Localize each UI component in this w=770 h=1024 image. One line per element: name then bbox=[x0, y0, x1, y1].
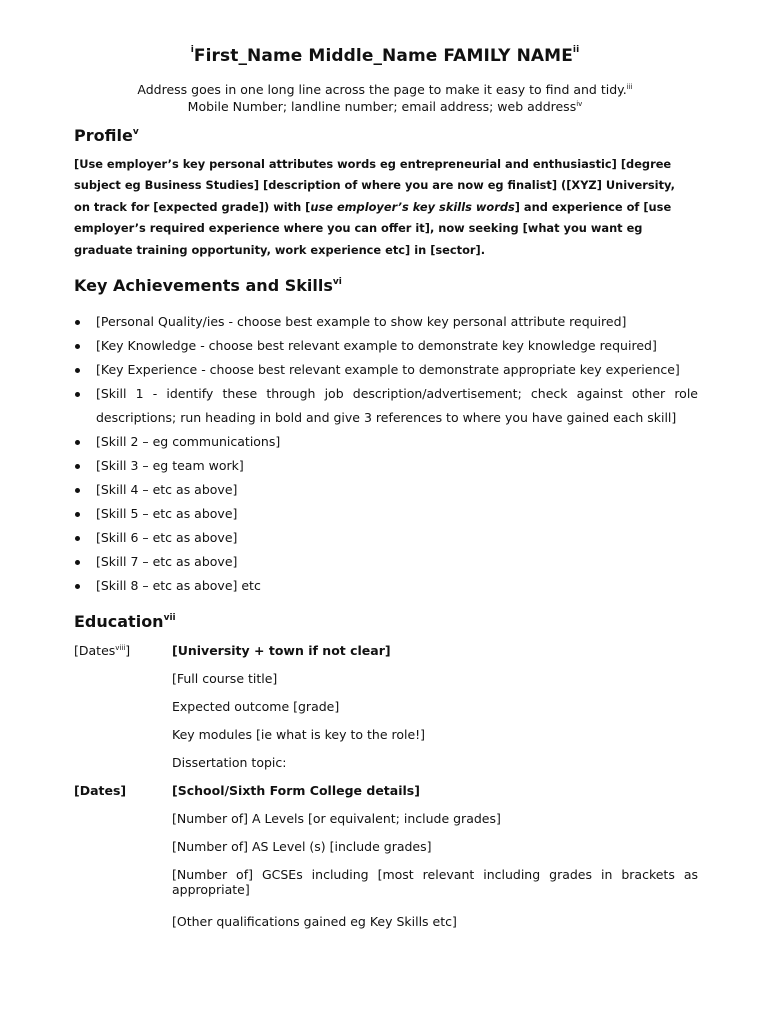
endnote-ref[interactable]: vi bbox=[332, 276, 342, 287]
skills-list bbox=[74, 310, 698, 598]
profile-text-b: ] and experience of [use employer’s required experience where you can offer it], now seeking [what you want eg graduate training opportunity, work experience etc] in [sector]. bbox=[74, 199, 672, 257]
profile-paragraph bbox=[74, 154, 694, 261]
endnote-ref[interactable]: viii bbox=[115, 643, 126, 652]
list-item: [Skill 7 – etc as above] bbox=[74, 550, 698, 574]
endnote-ref[interactable]: v bbox=[132, 126, 139, 137]
endnote-ref[interactable]: iv bbox=[576, 99, 583, 108]
dissertation-topic: Dissertation topic: bbox=[172, 755, 287, 770]
a-levels: [Number of] A Levels [or equivalent; include grades] bbox=[172, 811, 501, 826]
full-name: First_Name Middle_Name FAMILY NAME bbox=[193, 46, 573, 66]
dates-text: [Dates bbox=[74, 643, 116, 658]
education-heading-text: Education bbox=[74, 612, 164, 631]
list-item: [Skill 1 - identify these through job description/advertisement; check against other role descriptions; run heading in bold and give 3 references to where you have gained each skill] bbox=[74, 382, 698, 430]
profile-text-italic: use employer’s key skills words bbox=[310, 199, 515, 214]
profile-heading bbox=[74, 126, 139, 145]
endnote-ref[interactable]: i bbox=[190, 45, 194, 56]
key-modules: Key modules [ie what is key to the role!] bbox=[172, 727, 426, 742]
list-item: [Skill 8 – etc as above] etc bbox=[74, 574, 698, 598]
contact-line bbox=[0, 99, 770, 114]
other-qualifications: [Other qualifications gained eg Key Skills etc] bbox=[172, 914, 457, 929]
cv-name-heading bbox=[0, 46, 770, 66]
list-item: [Personal Quality/ies - choose best example to show key personal attribute required] bbox=[74, 310, 698, 334]
education-heading bbox=[74, 612, 176, 631]
list-item: [Skill 5 – etc as above] bbox=[74, 502, 698, 526]
education-dates bbox=[74, 643, 130, 658]
profile-heading-text: Profile bbox=[74, 126, 133, 145]
gcses: [Number of] GCSEs including [most relevant including grades in brackets as appropriate] bbox=[172, 867, 698, 897]
as-levels: [Number of] AS Level (s) [include grades] bbox=[172, 839, 432, 854]
list-item: [Key Knowledge - choose best relevant example to demonstrate key knowledge required] bbox=[74, 334, 698, 358]
address-line bbox=[0, 82, 770, 97]
profile-text-a: [Use employer’s key personal attributes words eg entrepreneurial and enthusiastic] [degree subject eg Business Studies] [description of where you are now eg finalist] ([XYZ] University, on track for [expected grade]) with [ bbox=[74, 157, 675, 214]
skills-heading-text: Key Achievements and Skills bbox=[74, 276, 333, 295]
dates-close: ] bbox=[125, 643, 131, 658]
list-item: [Skill 2 – eg communications] bbox=[74, 430, 698, 454]
contact-text: Mobile Number; landline number; email address; web address bbox=[187, 99, 577, 114]
skills-heading bbox=[74, 276, 342, 295]
list-item: [Skill 6 – etc as above] bbox=[74, 526, 698, 550]
expected-outcome: Expected outcome [grade] bbox=[172, 699, 340, 714]
address-text: Address goes in one long line across the page to make it easy to find and tidy. bbox=[137, 82, 627, 97]
university-name: [University + town if not clear] bbox=[172, 643, 391, 658]
list-item: [Key Experience - choose best relevant example to demonstrate appropriate key experience] bbox=[74, 358, 698, 382]
list-item: [Skill 4 – etc as above] bbox=[74, 478, 698, 502]
list-item: [Skill 3 – eg team work] bbox=[74, 454, 698, 478]
endnote-ref[interactable]: ii bbox=[572, 45, 580, 56]
school-name: [School/Sixth Form College details] bbox=[172, 783, 420, 798]
endnote-ref[interactable]: vii bbox=[163, 612, 176, 623]
endnote-ref[interactable]: iii bbox=[626, 82, 633, 91]
course-title: [Full course title] bbox=[172, 671, 278, 686]
school-dates: [Dates] bbox=[74, 783, 127, 798]
